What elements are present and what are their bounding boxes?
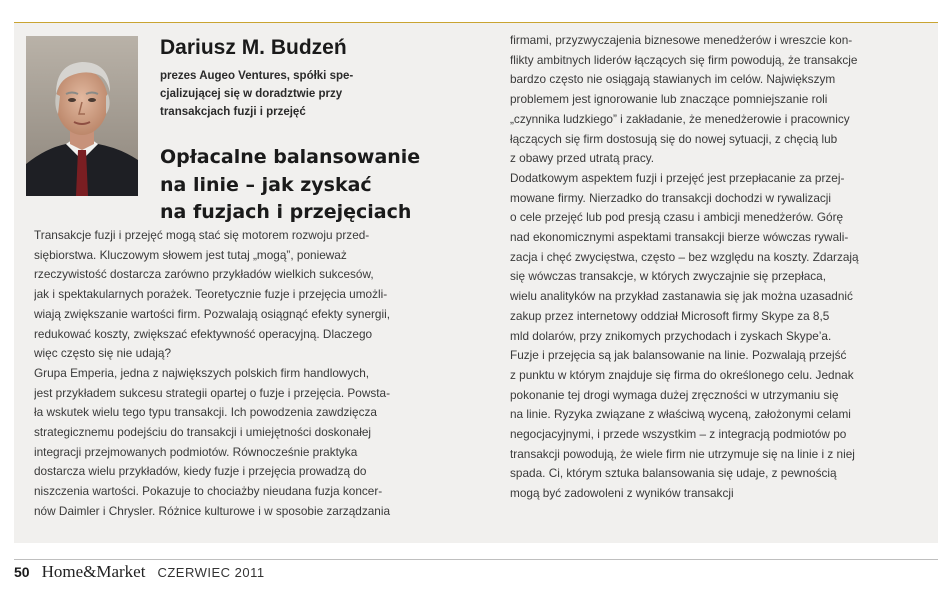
body-text-line: „czynnika ludzkiego” i zakładanie, że menedżerowie i pracownicy	[510, 111, 850, 126]
body-text-line: zacja i chęć zwycięstwa, często – bez względu na koszty. Zdarzają	[510, 249, 859, 264]
body-text-line: rzeczywistość dostarcza zarówno przykładów wielkich sukcesów,	[34, 267, 374, 282]
article-right-column	[510, 31, 920, 504]
body-text-line: mogą być zadowoleni z wyników transakcji	[510, 486, 734, 501]
body-text-line: z punktu w którym znajduje się firma do określonego celu. Jednak	[510, 367, 854, 382]
body-text-line: o cele przejęć lub pod presją czasu i ambicji menedżerów. Górę	[510, 210, 844, 225]
body-text-line: Grupa Emperia, jedna z największych polskich firm handlowych,	[34, 365, 370, 380]
body-text-line: spada. Ci, którym sztuka balansowania się udaje, z pewnością	[510, 466, 837, 481]
author-role-line: prezes Augeo Ventures, spółki spe-	[160, 70, 354, 82]
body-text-line: firmami, przyzwyczajenia biznesowe menedżerów i wreszcie kon-	[510, 33, 853, 47]
article-left-column	[34, 226, 448, 522]
author-portrait	[26, 36, 138, 196]
body-text-line: redukować koszty, zwiększać efektywność operacyjną. Dlaczego	[34, 326, 373, 341]
body-text-line: strategicznemu podejściu do transakcji i umiejętności doskonałej	[34, 425, 372, 440]
footer-divider	[14, 559, 938, 560]
body-text-line: Dodatkowym aspektem fuzji i przejęć jest przepłacanie za przej-	[510, 170, 845, 185]
body-text-line: wiają zwiększanie wartości firm. Pozwalają osiągnąć efekty synergii,	[34, 306, 391, 321]
body-text-line: dostarcza wielu przykładów, kiedy fuzje i przejęcia prowadzą do	[34, 464, 367, 479]
body-text-line: wielu analityków na przykład zastanawia się jak można uzasadnić	[510, 289, 853, 304]
body-text-line: na linie. Ryzyka związane z właściwą wyceną, założonymi celami	[510, 407, 851, 422]
body-text-line: problemem jest ignorowanie lub znaczące pomniejszanie roli	[510, 92, 828, 107]
author-portrait-illustration	[26, 36, 138, 196]
author-role-line: transakcjach fuzji i przejęć	[160, 106, 306, 118]
page-number: 50	[14, 564, 30, 580]
body-text-line: z obawy przed utratą pracy.	[510, 151, 655, 166]
article-title-line: Opłacalne balansowanie	[160, 146, 421, 168]
page-footer	[14, 562, 265, 584]
body-text-line: nad ekonomicznymi aspektami transakcji bierze wówczas rywali-	[510, 230, 849, 245]
body-text-line: mld dolarów, przy znikomych przychodach i zyskach Skype’a.	[510, 328, 832, 343]
author-role-line: cjalizującej się w doradztwie przy	[160, 88, 343, 100]
issue-date: CZERWIEC 2011	[157, 565, 265, 580]
article-title	[160, 144, 460, 227]
body-text-line: bardzo często nie osiągają stawianych im celów. Największym	[510, 72, 836, 87]
author-name: Dariusz M. Budzeń	[160, 36, 347, 59]
body-text-line: mowane firmy. Nierzadko do transakcji dochodzi w rywalizacji	[510, 190, 832, 205]
body-text-line: niszczenia wartości. Pokazuje to chociażby nieudana fuzja koncer-	[34, 484, 383, 499]
body-text-line: Transakcje fuzji i przejęć mogą stać się motorem rozwoju przed-	[34, 228, 370, 242]
body-text-line: integracji przejmowanych podmiotów. Równocześnie praktyka	[34, 444, 358, 459]
article-title-line: na linie – jak zyskać	[160, 173, 372, 196]
body-text-line: zakup przez internetowy oddział Microsoft firmy Skype za 8,5	[510, 308, 830, 323]
author-role	[160, 67, 440, 121]
magazine-name: Home&Market	[41, 562, 146, 581]
body-text-line: siębiorstwa. Kluczowym słowem jest tutaj „mogą”, ponieważ	[34, 247, 347, 262]
body-text-line: transakcji powodują, że wiele firm nie utrzymuje się na linie i z niej	[510, 446, 855, 461]
body-text-line: flikty ambitnych liderów łączących się firm powodują, że transakcje	[510, 52, 858, 67]
body-text-line: więc często się nie udają?	[34, 346, 172, 361]
article-title-line: na fuzjach i przejęciach	[160, 201, 412, 223]
body-text-line: łączących się firm dostosują się do nowej sytuacji, z chęcią lub	[510, 131, 838, 146]
body-text-line: jest przykładem sukcesu strategii opartej o fuzje i przejęcia. Powsta-	[34, 385, 391, 400]
body-text-line: ła wskutek wielu tego typu transakcji. Ich powodzenia zawdzięcza	[34, 405, 377, 420]
body-text-line: nów Daimler i Chrysler. Różnice kulturowe i w sposobie zarządzania	[34, 503, 391, 518]
body-text-line: negocjacyjnymi, i przede wszystkim – z integracją podmiotów po	[510, 427, 847, 442]
body-text-line: pokonanie tej drogi wymaga dużej zręczności w utrzymaniu się	[510, 387, 839, 402]
body-text-line: się wówczas transakcje, w których zwyczajnie się przepłaca,	[510, 269, 827, 284]
body-text-line: jak i spektakularnych porażek. Teoretycznie fuzje i przejęcia umożli-	[34, 287, 388, 302]
body-text-line: Fuzje i przejęcia są jak balansowanie na linie. Pozwalają przejść	[510, 348, 847, 363]
